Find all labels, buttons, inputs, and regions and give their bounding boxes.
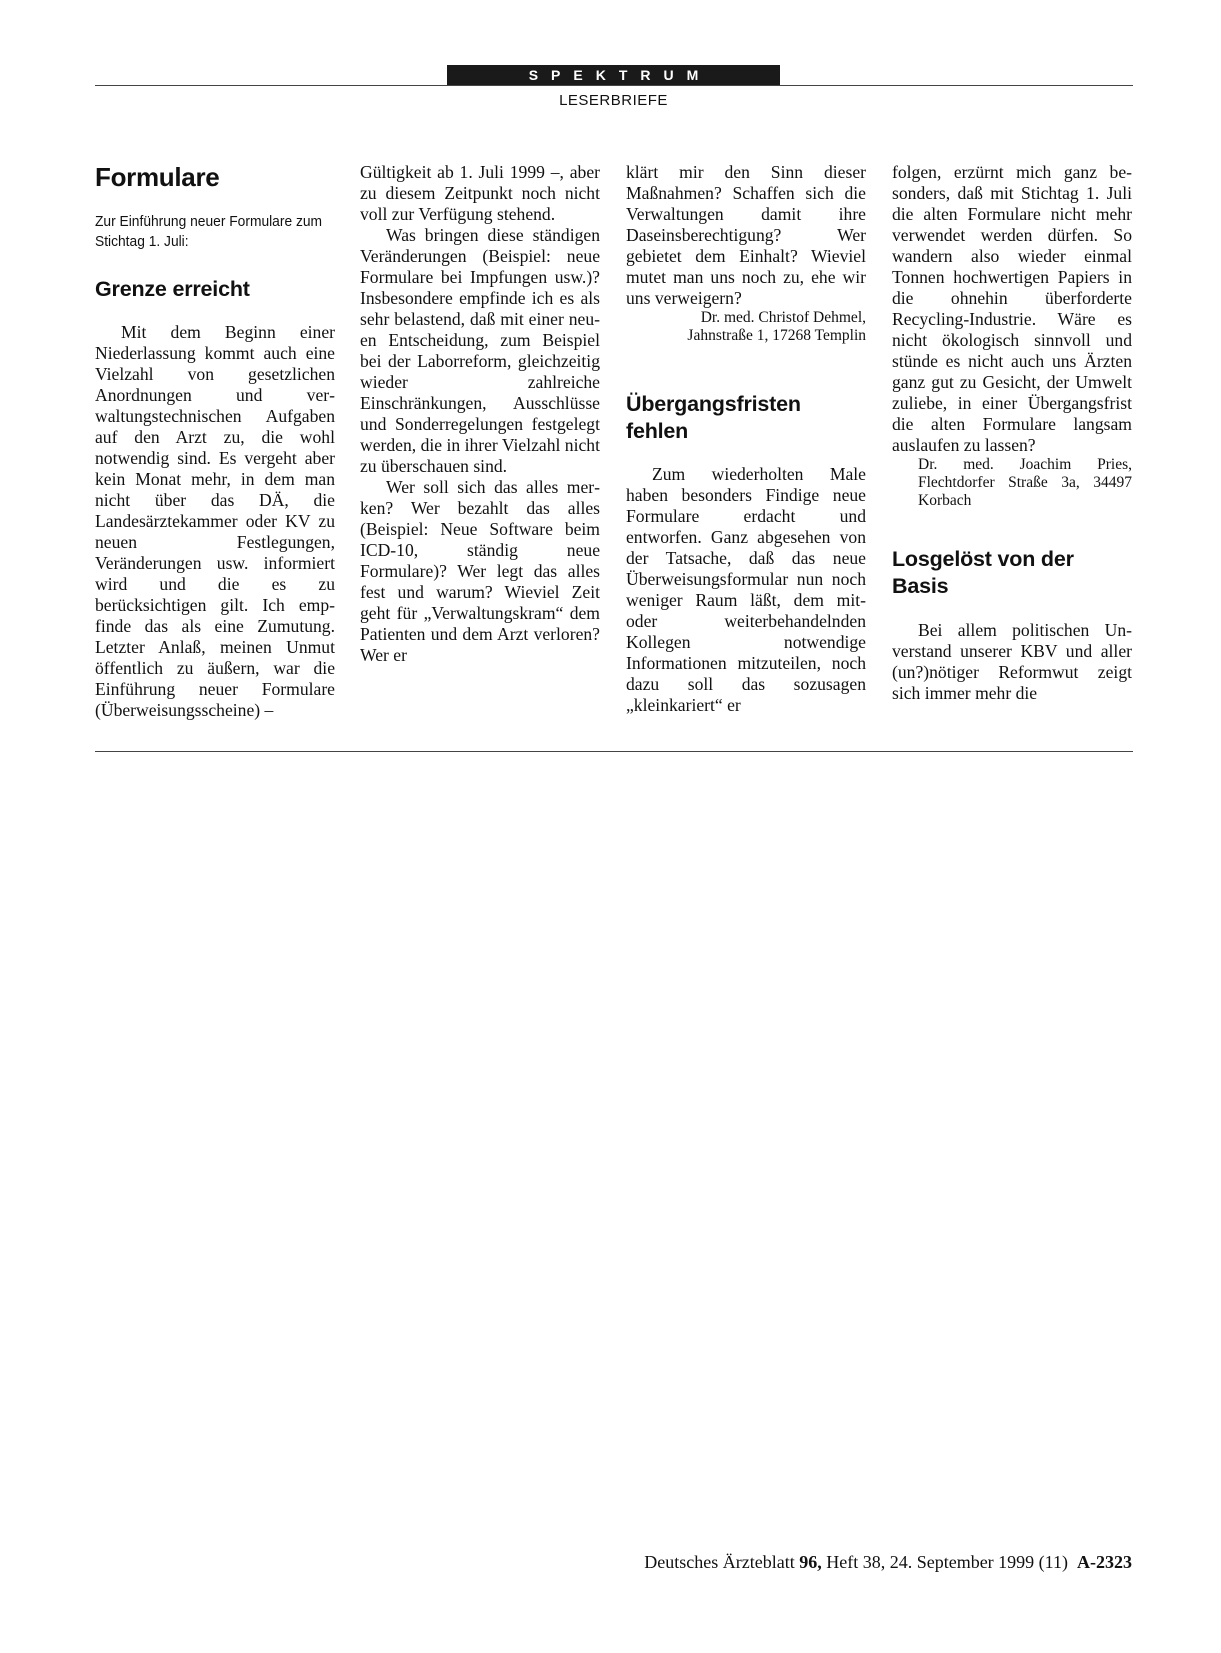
header-rule (95, 85, 1133, 86)
letter-2-heading-line-1: Übergangsfristen (626, 392, 801, 416)
letter-3-paragraph-1: Bei allem politischen Unverstand unserer KBV und aller (un?)nötiger Reformwut zeigt sich immer mehr die (892, 620, 1132, 703)
letter-2-paragraph-1: Zum wiederholten Male haben besonders Findige neue Formulare erdacht und entworfen. Ganz abgesehen von der Tatsache, daß das neue Überweisungsformular nun noch weniger Raum läßt, dem mit- oder weiterbehandelnden Kollegen notwendige Informationen mitzuteilen, noch dazu soll das sozusagen „kleinkariert“ er (626, 464, 866, 715)
letter-2-heading (626, 391, 866, 445)
signature-name: Dr. med. Joachim Pries, (918, 456, 1132, 473)
issue-info: Heft 38, 24. September 1999 (11) (826, 1552, 1068, 1572)
letter-1-paragraph-2: Was bringen diese ständigen Veränderungen (Beispiel: neue Formulare bei Impfungen usw.)? Insbesondere empfinde ich es als sehr belastend, daß mit einer neuen Entscheidung, zum Beispiel bei der Laborreform, gleichzeitig wieder zahlreiche Einschränkungen, Ausschlüsse und Sonderregelungen festgelegt werden, die in ihrer Vielzahl nicht zu überschauen sind. (360, 225, 600, 476)
letter-1-paragraph-1: Mit dem Beginn einer Niederlassung kommt auch eine Vielzahl von gesetzlichen Anordnungen und verwaltungstechnischen Aufgaben auf den Arzt zu, die wohl notwendig sind. Es vergeht aber kein Monat mehr, in dem man nicht über das DÄ, die Landesärztekammer oder KV zu neuen Festlegungen, Veränderungen usw. informiert wird und die es zu berücksichtigen gilt. Ich empfinde das als eine Zumutung. Letzter Anlaß, meinen Unmut öffentlich zu äußern, war die Einführung neuer Formulare (Überweisungsscheine) – (95, 322, 335, 720)
section-banner: SPEKTRUM (447, 65, 780, 85)
letter-2-paragraph-1-continued: folgen, erzürnt mich ganz besonders, daß mit Stichtag 1. Juli die alten Formulare nicht mehr verwendet werden dürfen. So wandern also wieder einmal Tonnen hochwertigen Papiers in die ohnehin überforderte Recycling-Industrie. Wäre es nicht ökologisch sinnvoll und stünde es nicht auch uns Ärzten ganz gut zu Gesicht, der Umwelt zuliebe, in einer Übergangsfrist die alten Formulare langsam auslaufen zu lassen? (892, 162, 1132, 455)
page-footer (644, 1552, 1132, 1573)
letter-1-heading: Grenze erreicht (95, 277, 250, 301)
letter-2-heading-line-2: fehlen (626, 419, 689, 443)
article-intro: Zur Einführung neuer Formulare zum Stichtag 1. Juli: (95, 213, 323, 250)
journal-name: Deutsches Ärzteblatt (644, 1552, 795, 1572)
letter-3-heading: Losgelöst von der Basis (892, 547, 1074, 598)
letter-1-paragraph-1-continued: Gültigkeit ab 1. Juli 1999 –, aber zu diesem Zeitpunkt noch nicht voll zur Verfügung stehend. (360, 162, 600, 224)
signature-city: Korbach (918, 492, 972, 509)
column-2 (360, 162, 600, 666)
page-number: A-2323 (1077, 1552, 1132, 1572)
article-title: Formulare (95, 162, 220, 192)
column-3 (626, 162, 866, 716)
signature-address: Flechtdorfer Straße 3a, 34497 (918, 474, 1132, 491)
signature-name: Dr. med. Christof Dehmel, (700, 309, 866, 326)
letter-1-signature (626, 309, 866, 345)
letter-2-signature (892, 456, 1132, 510)
article-bottom-rule (95, 751, 1133, 752)
column-4 (892, 162, 1132, 704)
subsection-label: LESERBRIEFE (559, 92, 668, 109)
signature-address: Jahnstraße 1, 17268 Templin (687, 327, 866, 344)
letter-1-paragraph-3: Wer soll sich das alles merken? Wer bezahlt das alles (Beispiel: Neue Software beim ICD-10, ständig neue Formulare)? Wer legt das alles fest und warum? Wieviel Zeit geht für „Verwaltungskram“ dem Patienten und dem Arzt verloren? Wer er (360, 477, 600, 665)
column-1 (95, 162, 335, 721)
volume-number: 96, (799, 1552, 822, 1572)
letter-1-paragraph-3-continued: klärt mir den Sinn dieser Maßnahmen? Schaffen sich die Verwaltungen damit ihre Daseinsberechtigung? Wer gebietet dem Einhalt? Wieviel mutet man uns noch zu, ehe wir uns verweigern? (626, 162, 866, 308)
